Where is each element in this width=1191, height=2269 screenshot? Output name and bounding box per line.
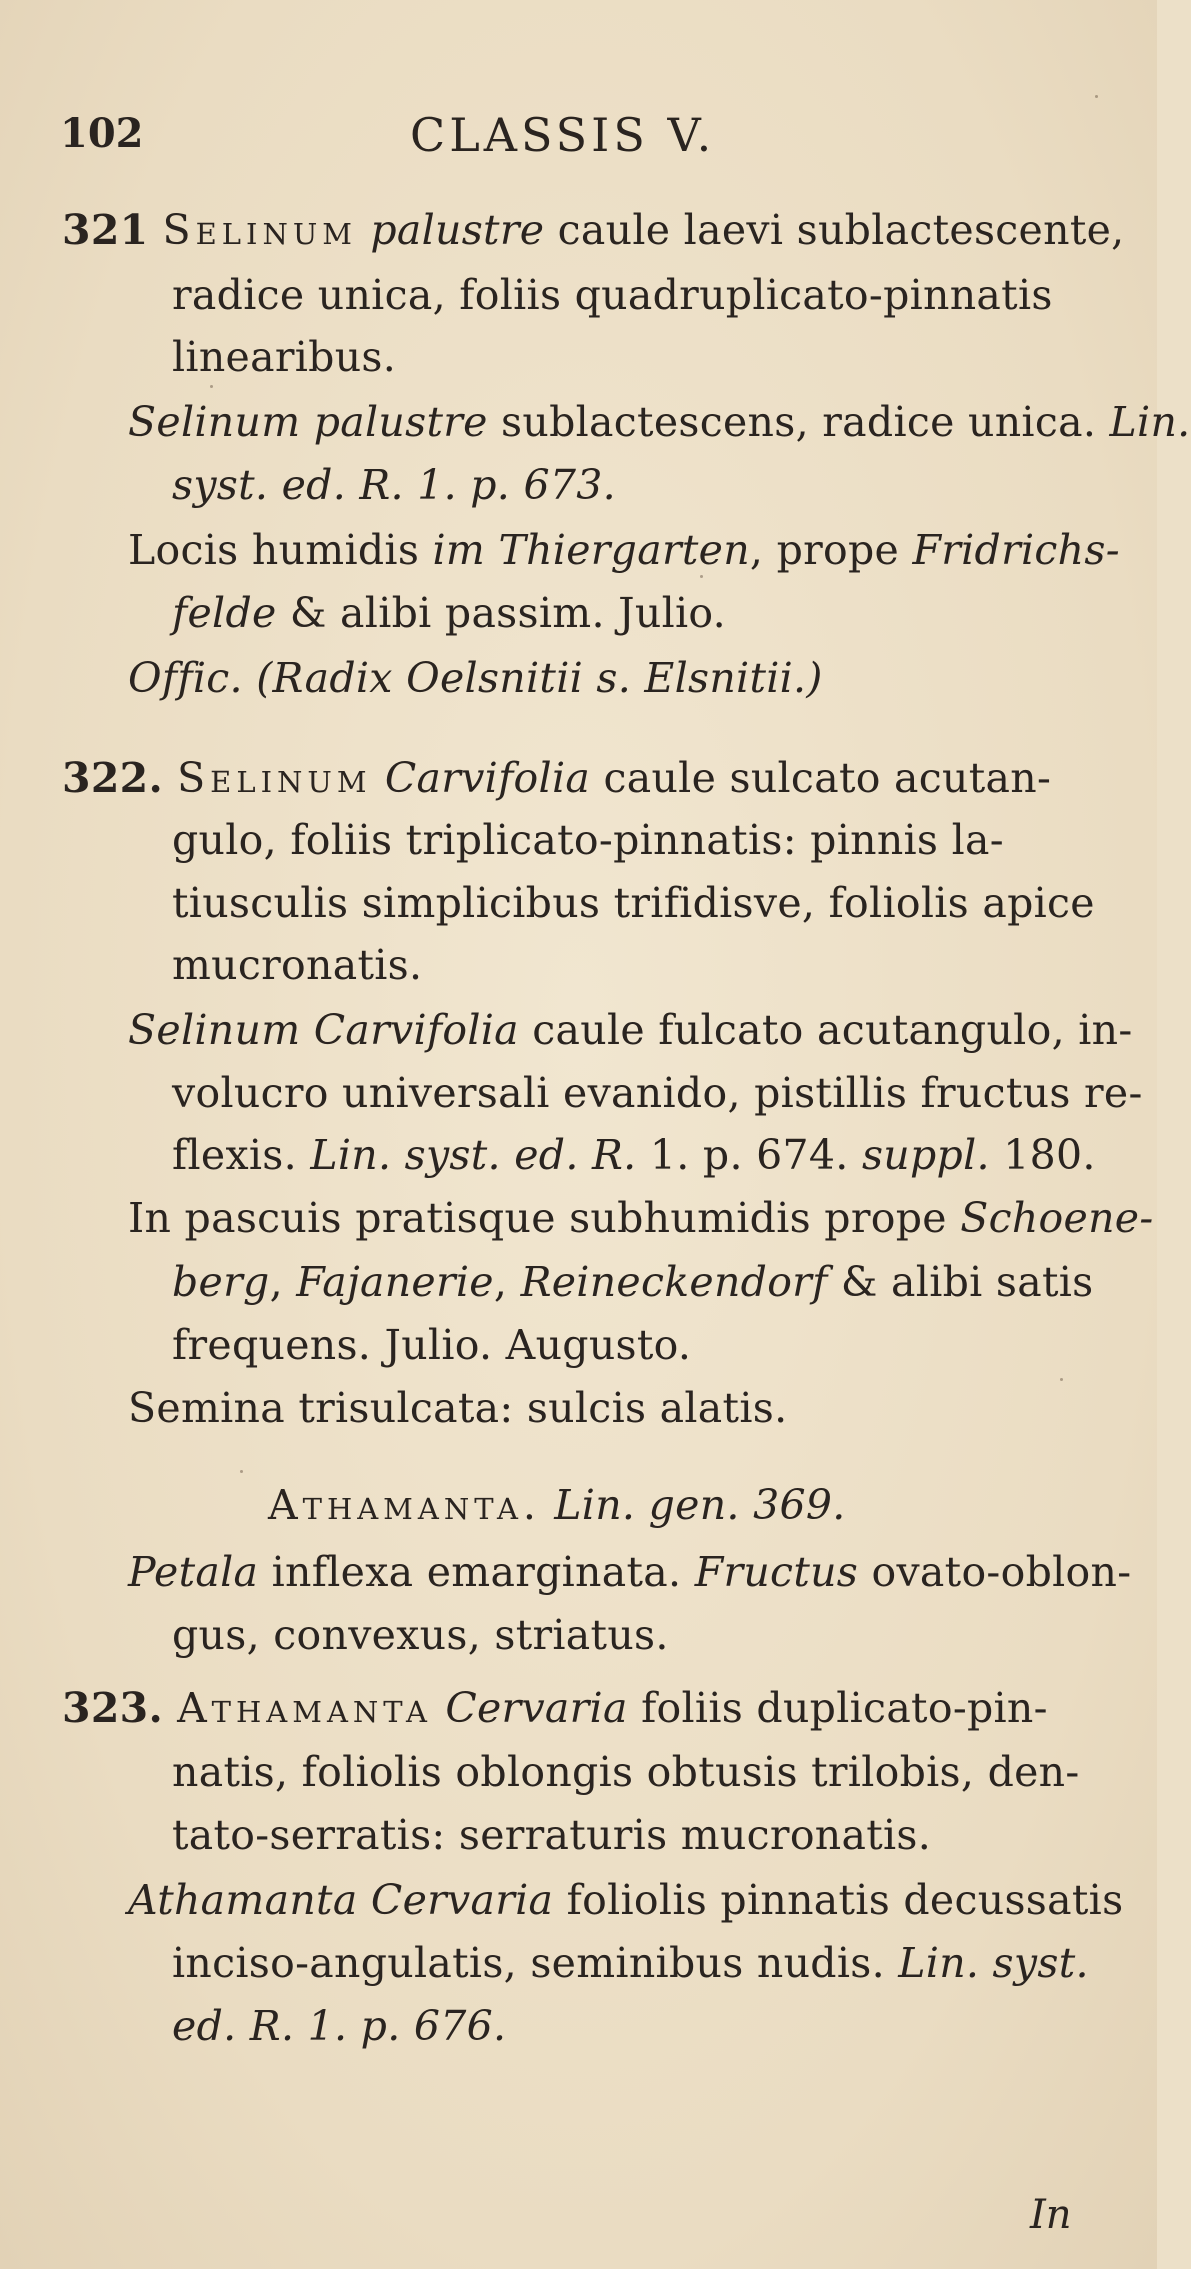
character-term: Petala — [128, 1548, 259, 1596]
catchword: In — [1030, 2192, 1072, 2238]
paper-speck — [1095, 95, 1098, 98]
reference-page: 180. — [1003, 1131, 1096, 1179]
habitat-text: , — [493, 1258, 508, 1306]
paper-speck — [700, 575, 703, 578]
entry-number: 323. — [62, 1684, 164, 1732]
species-name: Cervaria — [445, 1684, 628, 1732]
habitat-place: Reineckendorf — [520, 1258, 828, 1306]
entry-322-habitat-1 — [128, 1194, 1154, 1242]
genus-character-1 — [128, 1548, 1132, 1596]
species-name: Carvifolia — [384, 754, 591, 802]
entry-322-line-3: tiusculis simplicibus trifidisve, foliolis apice — [172, 879, 1095, 927]
genus-heading-reference: Lin. gen. 369. — [554, 1481, 846, 1529]
genus-name: Selinum — [177, 754, 372, 802]
page-number: 102 — [60, 110, 144, 157]
habitat-place: Fajanerie — [296, 1258, 494, 1306]
paper-speck — [210, 385, 213, 388]
entry-322-line-1 — [62, 754, 1052, 802]
synonym-text: inciso-angulatis, seminibus nudis. — [172, 1939, 885, 1987]
entry-322-synonym-2: volucro universali evanido, pistillis fructus re- — [172, 1069, 1143, 1117]
paper-speck — [240, 1470, 243, 1473]
entry-322-line-4: mucronatis. — [172, 941, 423, 989]
diagnosis-text: caule laevi sublaсtescente, — [557, 206, 1125, 254]
synonym-name: Selinum Carvifolia — [128, 1006, 519, 1054]
entry-323-line-1 — [62, 1684, 1048, 1732]
character-term: Fructus — [694, 1548, 859, 1596]
genus-name: Athamanta — [177, 1684, 432, 1732]
entry-322-synonym-1 — [128, 1006, 1133, 1054]
genus-heading-line — [268, 1481, 846, 1529]
entry-322-habitat-2 — [172, 1258, 1094, 1306]
habitat-text: & alibi passim. Julio. — [289, 589, 726, 637]
diagnosis-text: foliis duplicato-pin- — [641, 1684, 1048, 1732]
habitat-text: , prope — [749, 526, 900, 574]
entry-321-synonym-1 — [128, 398, 1191, 446]
entry-321-line-1 — [62, 206, 1125, 254]
paper-speck — [1060, 1378, 1063, 1381]
entry-321-habitat-2 — [172, 589, 726, 637]
reference: suppl. — [861, 1131, 990, 1179]
entry-323-synonym-3: ed. R. 1. p. 676. — [172, 2002, 507, 2050]
genus-name: Selinum — [162, 206, 357, 254]
habitat-text: , — [269, 1258, 283, 1306]
habitat-place: felde — [172, 589, 277, 637]
habitat-place: berg — [172, 1258, 270, 1306]
entry-321-officinal: Offic. (Radix Oelsnitii s. Elsnitii.) — [128, 654, 823, 702]
entry-323-synonym-1 — [128, 1876, 1124, 1924]
entry-322-semina: Semina trisulcata: sulcis alatis. — [128, 1384, 788, 1432]
reference: Lin. syst. ed. R. — [310, 1131, 637, 1179]
habitat-place: Schoene- — [960, 1194, 1154, 1242]
entry-323-line-3: tato-serratis: serraturis mucronatis. — [172, 1811, 932, 1859]
running-title: CLASSIS V. — [410, 108, 716, 162]
entry-321-line-3: linearibus. — [172, 333, 397, 381]
entry-number: 321 — [62, 206, 149, 254]
character-text: inflexa emarginata. — [271, 1548, 682, 1596]
synonym-text: caule fulcato acutangulo, in- — [532, 1006, 1133, 1054]
diagnosis-text: caule sulcato acutan- — [603, 754, 1052, 802]
habitat-text: Locis humidis — [128, 526, 420, 574]
habitat-place: Fridrichs- — [912, 526, 1120, 574]
habitat-text: In pascuis pratisque subhumidis prope — [128, 1194, 947, 1242]
synonym-text: foliolis pinnatis decussatis — [566, 1876, 1124, 1924]
genus-character-2: gus, convexus, striatus. — [172, 1611, 669, 1659]
entry-322-line-2: gulo, foliis triplicato-pinnatis: pinnis la- — [172, 816, 1004, 864]
entry-321-habitat-1 — [128, 526, 1120, 574]
species-name: palustre — [370, 206, 545, 254]
habitat-place: im Thiergarten — [432, 526, 750, 574]
synonym-text: flexis. — [172, 1131, 297, 1179]
character-text: ovato-oblon- — [871, 1548, 1132, 1596]
habitat-text: & alibi satis — [840, 1258, 1094, 1306]
reference: Lin. syst. — [898, 1939, 1089, 1987]
entry-321-synonym-2: syst. ed. R. 1. p. 673. — [172, 461, 616, 509]
entry-323-line-2: natis, foliolis oblongis obtusis trilobis, den- — [172, 1748, 1080, 1796]
entry-321-line-2: radice unica, foliis quadruplicato-pinnatis — [172, 271, 1053, 319]
synonym-name: Selinum palustre — [128, 398, 488, 446]
genus-heading-name: Athamanta. — [268, 1481, 541, 1529]
entry-322-habitat-3: frequens. Julio. Augusto. — [172, 1321, 692, 1369]
reference: Lin. — [1109, 398, 1191, 446]
entry-323-synonym-2 — [172, 1939, 1089, 1987]
synonym-text: sublactescens, radice unica. — [501, 398, 1097, 446]
reference-page: 1. p. 674. — [649, 1131, 849, 1179]
entry-number: 322. — [62, 754, 164, 802]
synonym-name: Athamanta Cervaria — [128, 1876, 554, 1924]
entry-322-synonym-3 — [172, 1131, 1096, 1179]
